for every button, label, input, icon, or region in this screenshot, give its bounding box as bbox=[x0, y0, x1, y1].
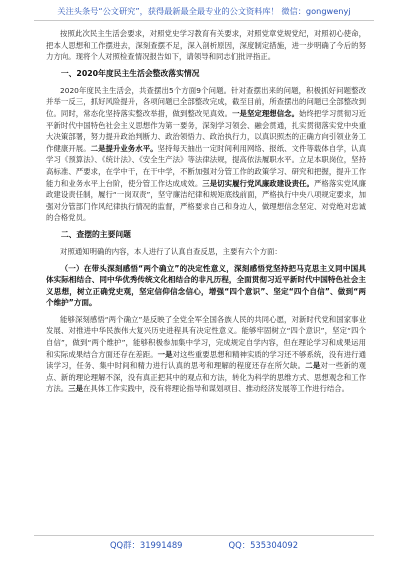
bold-marker-3: 三是 bbox=[68, 384, 83, 394]
intro-paragraph: 按照此次民主生活会要求，对照党史学习教育有关要求，对照党章党规党纪，对照初心使命，把本人思想和工作摆进去，深刻查摆不足，深入剖析原因，深度制定措施，进一步明确了今后的努力方向。现将个人对照检查情况报告如下，请领导和同志们批评指正。 bbox=[46, 29, 366, 62]
bold-marker-1: 一是 bbox=[157, 349, 173, 359]
section-2-lead-heading: （一）在带头深刻感悟“两个确立”的决定性意义，深刻感悟党坚持把马克思主义同中国具体实际相结合、同中华优秀传统文化相结合的非凡历程，全面贯彻习近平新时代中国特色社会主义思想，树立正确党史观，坚定信仰信念信心，增强“四个意识”、坚定“四个自信”、做到“两个维护”方面。 bbox=[46, 263, 366, 308]
document-body bbox=[46, 28, 366, 533]
section-2-title: 二、查摆的主要问题 bbox=[60, 229, 131, 239]
bold-point-1: 一是坚定理想信念。 bbox=[232, 108, 300, 118]
text-run: 严格落实党风廉政建设责任制，履行“一岗双责”，坚守廉洁纪律和规矩底线前面，严格执行中央八项规定要求，加强对分管部门作风纪律执行情况的监督，严格要求自己和身边人，做理想信念坚定、对党绝对忠诚的合格党员。 bbox=[46, 178, 366, 223]
qq-number: QQ：535304092 bbox=[228, 540, 299, 550]
top-banner[interactable]: 关注头条号“公文研究”，获得最新最全最专业的公文资料库！ 微信：gongwenyj bbox=[57, 6, 351, 16]
text-run: 对这些重要思想和精神实质的学习还不够系统，没有进行通读学习，任务、集中时间和精力进行认真的思考和理解的程度还存在所欠缺。 bbox=[46, 349, 366, 371]
section-2-paragraph bbox=[46, 314, 366, 395]
footer-contact bbox=[0, 539, 408, 551]
text-run: 2020年度民主生活会，共查摆出5个方面9个问题。针对查摆出来的问题，积极抓好问题整改并举一反三，抓好风险提升，各项问题已全部整改完成，截至目前，所查摆出的问题已全部整改到位。同时，常态化坚持落实整改举措，做到整改见真效。 bbox=[46, 85, 366, 118]
text-run: 能够深刻感悟“两个确立”是反映了全党全军全国各族人民的共同心愿，对新时代党和国家事业发展、对推进中华民族伟大复兴历史进程具有决定性意义。能够牢固树立“四个意识”，坚定“四个自信”，做到“两个维护”，能够积极参加集中学习，完成规定自学内容，但在理论学习和成果运用和实际成果结合方面还存在差距。 bbox=[46, 314, 366, 359]
bottom-divider bbox=[34, 535, 374, 536]
text-run: 始终把学习贯彻习近平新时代中国特色社会主义思想作为第一要务，深刻学习领会、融会贯通，扎实贯彻落实党中央重大决策部署，努力提升政治判断力、政治领悟力、政治执行力，以真识照杰的正确方向引领业务工作健康开展。 bbox=[46, 108, 366, 153]
top-divider bbox=[34, 20, 374, 21]
text-run: 坚持每天抽出一定时间利用网络、报纸、文件等载体自学，认真学习《预算法》、《统计法》、《安全生产法》等法律法规，提高依法履职水平。立足本职岗位，坚持高标准、严要求，在学中干，在干中学，不断加强对分管工作的政策学习、研究和把握，提升工作能力和业务水平上台阶，使分管工作达成成效。 bbox=[46, 143, 366, 188]
section-1-paragraph bbox=[46, 85, 366, 224]
bold-point-3: 三是切实履行党风廉政建设责任。 bbox=[202, 178, 314, 188]
qq-group-number: QQ群：31991489 bbox=[109, 540, 183, 550]
text-run: 在具体工作实践中，没有将理论指导和谋划项目、推动经济发展等工作进行结合。 bbox=[82, 384, 350, 394]
section-1-title: 一、2020年度民主生活会整改落实情况 bbox=[60, 68, 200, 78]
bold-point-2: 二是提升业务水平。 bbox=[90, 143, 158, 153]
bold-marker-2: 二是 bbox=[305, 361, 321, 371]
section-2-intro: 对照通知明确的内容，本人进行了认真自查反思，主要有六个方面： bbox=[60, 246, 282, 256]
text-run: 对一些新的观点、新的理论理解不深，没有真正把其中的观点和方法，转化为科学的思维方式、思想观念和工作方法。 bbox=[46, 361, 366, 394]
